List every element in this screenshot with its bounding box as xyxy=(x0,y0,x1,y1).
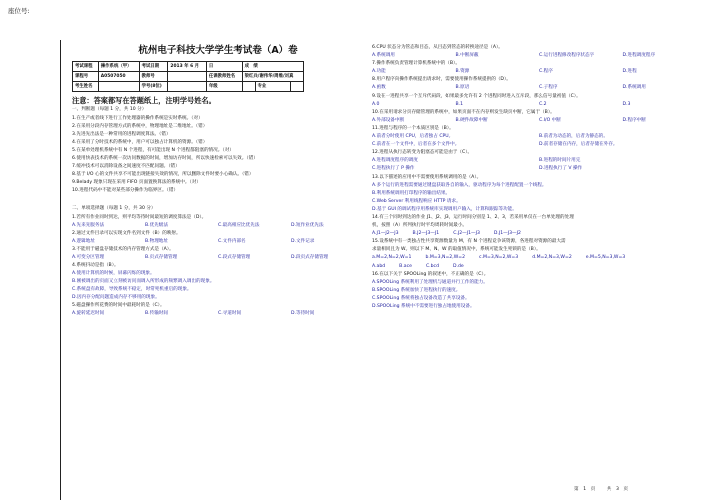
header-row-2 xyxy=(73,72,304,82)
answer-option: D.进程调度程序 xyxy=(622,53,656,59)
answer-option: D.3 xyxy=(622,101,631,107)
exam-header-table xyxy=(72,61,304,92)
section-heading: 二、单项选择题（每题 1 分，共 30 分） xyxy=(72,205,156,211)
header-cell: 考试日期 xyxy=(139,62,168,72)
answer-option: D.SPOOLing 系统中不需要进行独占地使用设备。 xyxy=(372,304,475,309)
answer-option: B.传输时间 xyxy=(145,311,168,317)
answer-option: e.M=5,N=3,W=3 xyxy=(585,255,626,261)
answer-option: A.SPOOLing 系统利用了处理机与通道并行工作的能力。 xyxy=(372,279,488,285)
question-text: 8.用户程序向操作系统提出请求时，需要使用操作系统提供的（D）。 xyxy=(372,77,511,83)
answer-option: A.先来先服务法 xyxy=(72,222,105,228)
spacer xyxy=(72,196,364,204)
header-cell xyxy=(98,82,139,92)
question-text: 1.若所有作业同时到达，则平均等待时间最短的调度算法是（D）。 xyxy=(72,214,207,220)
question-text: 9.设在一进程共享一个互斥代码段，如果最多允许有 2 个进程同时进入互斥段，那么信号量初值（C）。 xyxy=(372,93,581,99)
header-cell xyxy=(291,82,304,92)
question-text: 5.磁盘操作所花费的时间中最耗时的是（C）。 xyxy=(72,303,165,309)
answer-option: C.J2—J1—J3 xyxy=(453,231,480,237)
option-row xyxy=(372,52,706,60)
answer-option: B.进程的时间片用完 xyxy=(539,158,581,164)
question-text: 4.系统抖动是指（B）。 xyxy=(72,262,119,268)
answer-option: c.M=3,N=2,W=3 xyxy=(479,255,519,261)
answer-option: B.页式存储管理 xyxy=(145,254,178,260)
answer-option: B.优先级法 xyxy=(145,222,168,228)
answer-option: C.进程执行了 P 操作 xyxy=(372,166,415,172)
answer-option: B.利用系统调用打印程序的输出结果。 xyxy=(372,190,451,196)
question-text: 求量相同且为 W。则以下 M、N、W 的取值情况中，系统可能发生死锁的是（B）。 xyxy=(372,247,541,253)
answer-option: D.文件记录 xyxy=(291,238,315,244)
answer-option: C.运行进程修改程序状态字 xyxy=(539,53,595,59)
option-row xyxy=(372,141,706,149)
answer-option: C.寻道时间 xyxy=(218,311,242,317)
exam-title: 杭州电子科技大学学生考试卷（A）卷 xyxy=(138,45,298,56)
header-cell xyxy=(168,82,206,92)
answer-option: B.刚被调出的页面又立刻被访问而调入所形成的频繁调入调出的现象。 xyxy=(72,278,215,284)
answer-option: a.M=2,N=2,W=1 xyxy=(372,255,412,261)
answer-option: C.I/O 中断 xyxy=(539,117,561,123)
header-row-3 xyxy=(73,82,304,92)
answer-option: A.进程调度程序的调度 xyxy=(372,158,418,164)
binding-line xyxy=(60,40,67,500)
question-text: 机，按照（A）所列执行时平均周转时间最小。 xyxy=(372,223,468,229)
question-text: 16.在以下关于 SPOOLing 的叙述中，不正确的是（C）。 xyxy=(372,271,489,277)
answer-option: B.ace xyxy=(399,263,412,269)
option-row xyxy=(372,157,706,165)
answer-option: B.原语 xyxy=(455,85,470,91)
right-question-list xyxy=(372,44,706,311)
answer-option: A.逻辑地址 xyxy=(72,238,95,244)
header-cell xyxy=(242,82,255,92)
option-row xyxy=(372,254,706,262)
answer-option: C.bcd xyxy=(425,263,439,269)
answer-option: B.资源 xyxy=(455,69,470,75)
question-text: 9.Belady 现象只现在采用 FIFO 页面置换算法的系统中。（对） xyxy=(72,180,201,186)
question-text: 10.进程代码中不能对某些部分操作为临界区。（错） xyxy=(72,188,179,194)
answer-option: D.基于 GUI 的调试程序用系统库实现调用户输入，计算和跟踪等功能。 xyxy=(372,206,517,212)
question-text: 8.基于 I/O 心的文件共享不可能出现链接失效的情况，所以删除文件时要小心确认。（错） xyxy=(72,172,254,178)
answer-option: b.M=3,N=2,W=2 xyxy=(425,255,466,261)
answer-option: B.硬件故障中断 xyxy=(455,117,488,123)
question-text: 7.操作系统负责管理计算机系统中的（B）。 xyxy=(372,61,460,67)
answer-option: B.J2—J3—J1 xyxy=(412,231,440,237)
answer-option: D.进程执行了 V 操作 xyxy=(539,166,583,172)
answer-option: D.等待时间 xyxy=(291,311,315,317)
answer-option: B.中断屏蔽 xyxy=(455,53,479,59)
header-cell: 任课教师姓名 xyxy=(206,72,242,82)
answer-option: D.系统调用 xyxy=(622,85,646,91)
answer-option: C.系统盘有故障，导致系统不稳定，时常死机重启的现象。 xyxy=(72,287,192,293)
header-cell: 考生姓名 xyxy=(73,82,99,92)
header-cell xyxy=(168,72,206,82)
page-total: 共 3 页 xyxy=(606,487,629,492)
answer-option: D.因内存分配问题造成内存不够用的现象。 xyxy=(72,295,160,301)
answer-option: A.函数 xyxy=(372,85,386,91)
question-text: 3.不能用于磁盘存储技术的内存管理方式是（A）。 xyxy=(72,246,174,252)
option-row xyxy=(72,222,364,230)
answer-option: C.前者在一个文件中，后者在多个文件中。 xyxy=(372,142,460,148)
option-row xyxy=(372,263,706,271)
answer-option: A.多个运行的进程需要通过键盘获取各自的输入，驱动程序为每个进程配置一个线程。 xyxy=(372,182,547,188)
header-cell: 课程号 xyxy=(73,72,99,82)
answer-option: D.进程 xyxy=(622,69,637,75)
answer-option: B.SPOOLing 系统加快了进程执行的速度。 xyxy=(372,287,461,293)
question-text: 11.进程与程序的一个本质区别是（B）。 xyxy=(372,125,454,131)
header-cell: 成 绩 xyxy=(242,62,303,72)
header-cell: 日 xyxy=(206,62,242,72)
header-cell: A0507050 xyxy=(98,72,139,82)
header-cell: 考试课程 xyxy=(73,62,99,72)
answer-option: C.子程序 xyxy=(539,85,558,91)
answer-option: A.0 xyxy=(372,101,380,107)
question-text: 2.通过文件目录可以实现文件名到文件（B）的映射。 xyxy=(72,230,181,236)
header-cell: 专业 xyxy=(255,82,291,92)
answer-option: D.程序中断 xyxy=(622,117,646,123)
question-text: 2.在采用分段内存管理方式的系统中，物理地址是二维地址。（错） xyxy=(72,124,208,130)
answer-option: A.系统调用 xyxy=(372,53,395,59)
page-number: 第 1 页 xyxy=(574,487,596,492)
question-text: 7.缓冲技术可以消除设备之间速度不匹配问题。（错） xyxy=(72,164,180,170)
seat-number-label: 座位号: xyxy=(8,7,30,15)
question-text: 6.使用快表技术的系统一次访问数据的时间，增加访存时间，所以快速检索可以失效。（错） xyxy=(72,156,258,162)
answer-option: C.2 xyxy=(539,101,547,107)
right-column xyxy=(372,44,706,311)
answer-option: A.使用计算机的时候，屏幕闪烁的现象。 xyxy=(72,270,155,276)
header-cell: 梁红兵/谢伟华/周维/刘真 xyxy=(242,72,303,82)
option-row xyxy=(372,133,706,141)
option-row xyxy=(372,84,706,92)
question-text: 6.CPU 状态分为管态和目态，从目态到管态的转换途径是（A）。 xyxy=(372,45,503,50)
answer-option: C.文件内部名 xyxy=(218,238,246,244)
header-cell: 学号(8位) xyxy=(139,82,168,92)
answer-option: B.物理地址 xyxy=(145,238,168,244)
header-cell: 教师号 xyxy=(139,72,168,82)
answer-option: D.段页式存储管理 xyxy=(291,254,329,260)
answer-option: D.短作业优先法 xyxy=(291,222,324,228)
answer-option: D.J1—J3—J2 xyxy=(493,231,521,237)
option-row xyxy=(372,101,706,109)
answer-option: D.de xyxy=(452,263,464,269)
option-row xyxy=(372,230,706,238)
header-cell: 2013 年 6 月 xyxy=(168,62,206,72)
option-row xyxy=(372,117,706,125)
question-text: 3.先进先出法是一种常用的进程调度算法。（错） xyxy=(72,132,171,138)
answer-option: C.段式存储管理 xyxy=(218,254,251,260)
answer-option: A.前者分时使用 CPU，后者独占 CPU。 xyxy=(372,134,454,140)
answer-option: B.1 xyxy=(455,101,464,107)
option-row xyxy=(72,310,364,318)
answer-option: D.前者存储在内存，后者存储在外存。 xyxy=(539,142,618,148)
header-cell: 年级 xyxy=(206,82,242,92)
option-row xyxy=(372,68,706,76)
page-footer xyxy=(574,486,638,492)
answer-option: A.旋转延迟时间 xyxy=(72,311,105,317)
question-text: 4.在采用了分时技术的系统中，用户可以独占计算机的资源。（错） xyxy=(72,140,208,146)
answer-option: d.M=2,N=3,W=2 xyxy=(532,255,572,261)
question-text: 12.进程从执行态转变为阻塞态可能是由于（C）。 xyxy=(372,150,473,156)
left-column xyxy=(72,44,364,318)
answer-option: A.可变分区管理 xyxy=(72,254,105,260)
option-row xyxy=(72,238,364,246)
answer-option: C.SPOOLing 系统将独占设备改造了共享设备。 xyxy=(372,295,470,301)
answer-option: A.J1—J2—J3 xyxy=(372,231,399,237)
left-question-list xyxy=(72,106,364,318)
answer-option: B.前者为动态的，后者为静态的。 xyxy=(539,134,608,140)
option-row xyxy=(372,165,706,173)
answer-option: C.最高相应比优先法 xyxy=(218,222,260,228)
question-text: 1.在生产或者线下进行工作处理器的操作系统是实时系统。（对） xyxy=(72,116,203,122)
answer-option: A.外部设备中断 xyxy=(372,117,405,123)
question-text: 15.设系统中有一类独占性共享资源数量为 M，有 N 个进程竞争该资源，各进程对资源的最大需 xyxy=(372,239,566,245)
option-row xyxy=(72,254,364,262)
answer-option: C.Web Server 利用线程响应 HTTP 请求。 xyxy=(372,198,461,204)
question-text: 14.有三个同时到达的作业 J1、J2、J3，运行时间分别是 1、2、3，若采用单仅在一台单处理的处理 xyxy=(372,214,574,220)
answer-option: C.程序 xyxy=(539,69,553,75)
question-text: 10.在采用请求分页存储管理的系统中，如果页面不在内存则发生缺页中断，它属于（B）。 xyxy=(372,109,555,115)
question-text: 13.以下描述的应用中不需要使用系统调用的是（A）。 xyxy=(372,174,482,180)
answer-notice: 注意：答案都写在答题纸上，注明学号姓名。 xyxy=(72,96,216,105)
question-text: 5.在某单处理机系统中有 N 个进程，有可能出现 N 个进程都阻塞的情况。（对） xyxy=(72,148,234,154)
header-cell: 操作系统（甲） xyxy=(98,62,139,72)
header-row-1 xyxy=(73,62,304,72)
section-heading: 一、判断题（每题 1 分，共 10 分） xyxy=(72,107,147,112)
answer-option: A.abd xyxy=(372,263,386,269)
answer-option: A.功能 xyxy=(372,69,386,75)
